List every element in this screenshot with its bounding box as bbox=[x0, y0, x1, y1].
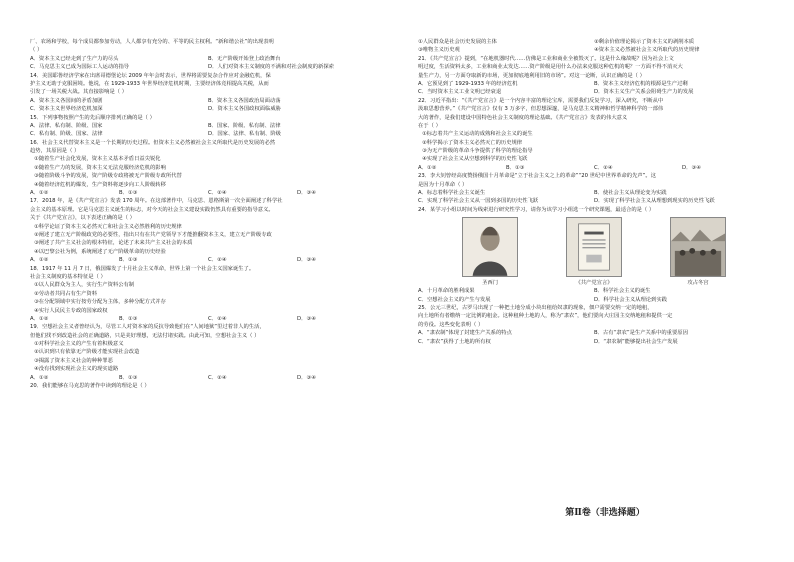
question-text-line: ④实现了社会主义从空想到科学的历史性飞跃 bbox=[422, 156, 528, 163]
question-text-line: 明过度，生活资料太多，工业和商业太发达……资产阶级是用什么办法来克服这种危机的呢？一方面不得不消灭大 bbox=[418, 64, 683, 71]
option-row bbox=[30, 55, 386, 63]
option-row bbox=[30, 256, 386, 264]
answer-option: B．①③ bbox=[119, 190, 138, 197]
question-text-line: 16．社会主义代替资本主义是一个长期的历史过程。但资本主义必然被社会主义所取代是历史发展的必然 bbox=[30, 139, 276, 146]
answer-option: A．十月革命的胜利成果 bbox=[418, 288, 475, 295]
answer-option: B．①③ bbox=[119, 374, 138, 381]
question-text-line: 18．1917 年 11 月 7 日，俄国爆发了十月社会主义革命，世界上第一个社会主义国家诞生了。 bbox=[30, 265, 255, 272]
option-row bbox=[30, 130, 386, 138]
option-row bbox=[30, 105, 386, 113]
option-row bbox=[30, 97, 386, 105]
answer-option: B．①③ bbox=[119, 315, 138, 322]
question-text-line: 但他们找不到改造社会的正确道路，只是美好理想，无法付诸实践。由此可知，空想社会主义（ ） bbox=[30, 332, 260, 339]
question-text-line: ④随着经济危机的爆发，生产资料将逐步向工人阶级转移 bbox=[34, 181, 166, 188]
answer-option: ③唯物主义历史观 bbox=[418, 47, 460, 54]
question-text-line: 25．公元三世纪，古罗马出现了一种把土地分成小块出租给奴隶的现象，佃户需要交纳一定的地租， bbox=[418, 304, 653, 311]
question-text-line: 24．某学习小组以时间为线索进行研究性学习，请你为该学习小组选一个研究课题，最适合的是（ ） bbox=[418, 206, 655, 213]
answer-option: A．它预见到了 1929-1933 年的经济危机 bbox=[418, 80, 518, 87]
answer-option: C．②④ bbox=[208, 315, 227, 322]
question-text-line: ③阐述了共产主义社会的根本特征，论述了未来共产主义社会的本质 bbox=[34, 240, 193, 247]
question-text-line: ①标志着共产主义运动的成熟和社会主义的诞生 bbox=[422, 131, 533, 138]
question-text-line: 在于（ ） bbox=[418, 122, 441, 129]
answer-option: D．③④ bbox=[297, 374, 316, 381]
question-text-line: ③为无产阶级的革命斗争提供了科学的理论指导 bbox=[422, 148, 533, 155]
answer-option: B．①③ bbox=[506, 164, 525, 171]
option-row bbox=[418, 329, 770, 337]
answer-option: D．③④ bbox=[682, 164, 701, 171]
question-text-line: 关于《共产党宣言》，以下表述正确的是（ ） bbox=[30, 215, 135, 222]
answer-option: D．资本主义各国政权面临威胁 bbox=[208, 106, 281, 113]
figure-caption: 圣西门 bbox=[482, 280, 498, 287]
question-text-line: 21．《共产党宣言》提到，“在地机器时代……仿佛是工业和商业全被毁灭了。这是什么缘故呢？因为社会上文 bbox=[418, 55, 674, 62]
option-row bbox=[30, 122, 386, 130]
figure bbox=[670, 217, 726, 287]
answer-option: A．①② bbox=[418, 164, 437, 171]
question-text-line: ④实行人民民主专政的国家政权 bbox=[34, 307, 108, 314]
question-text-line: ①科学论证了资本主义必然灭亡和社会主义必然胜利的历史规律 bbox=[34, 223, 182, 230]
question-text-line: 引发了一场关税大战。其直接影响是（ ） bbox=[30, 89, 128, 96]
question-text-line: （ ） bbox=[30, 47, 43, 54]
figure-row bbox=[418, 217, 770, 287]
answer-option: D．实现了科学社会主义从理想到现实的历史性飞跃 bbox=[594, 198, 715, 205]
crowd-scene-icon bbox=[670, 217, 726, 277]
answer-option: C．空想社会主义的产生与发展 bbox=[418, 296, 491, 303]
answer-option: B．古有“隶农”是生产关系中的重要原因 bbox=[594, 330, 688, 337]
option-row bbox=[418, 38, 770, 46]
question-text-line: 汲取思想营养。”《共产党宣言》仅有 3 万多字，但思想深邃，是马克思主义精神和哲学精神科学的一部伟 bbox=[418, 106, 664, 113]
question-text-line: 14．美国耶鲁经济学家在出席哥德堡论坛 2009 年年会时表示，世界将需要复杂合作应对金融危机，保 bbox=[30, 72, 271, 79]
answer-option: D．科学社会主义从理论到实践 bbox=[594, 296, 667, 303]
question-text-line: ③在分配领域中实行按劳分配为主体，多种分配方式并存 bbox=[34, 299, 166, 306]
answer-option: B．科学社会主义的诞生 bbox=[594, 288, 651, 295]
answer-option: B．无产阶级开始登上政治舞台 bbox=[208, 55, 281, 62]
answer-option: A．①② bbox=[30, 315, 49, 322]
option-row bbox=[418, 88, 770, 96]
question-text-line: ②阐述了建立无产阶级政党的必要性，指出只有在共产党领导下才能推翻资本主义，建立无产阶级专政 bbox=[34, 231, 272, 238]
portrait-icon bbox=[462, 217, 518, 277]
option-row bbox=[418, 189, 770, 197]
answer-option: D．“隶农制”能够提出社会生产发展 bbox=[594, 338, 678, 345]
answer-option: D．③④ bbox=[297, 190, 316, 197]
answer-option: A．资本主义已经走到了生产力的尽头 bbox=[30, 55, 119, 62]
section-title: 第Ⅱ卷（非选择题） bbox=[565, 508, 645, 518]
answer-option: A．①② bbox=[30, 374, 49, 381]
question-text-line: 量生产力，另一方面夺取新的市场，更加彻底地利用旧的市场”。对这一论断，认识正确的是（ ） bbox=[418, 72, 645, 79]
question-text-line: ④以巴黎公社为例，系统阐述了无产阶级革命的历史经验 bbox=[34, 248, 166, 255]
figure bbox=[462, 217, 518, 287]
question-text-line: 趋势，其原因是（ ） bbox=[30, 148, 80, 155]
answer-option: B．资本主义经济危机的根源是生产过剩 bbox=[594, 80, 688, 87]
figure-caption: 攻占冬宫 bbox=[687, 280, 709, 287]
left-column bbox=[30, 38, 386, 390]
answer-option: ④资本主义必然被社会主义所取代的历史规律 bbox=[594, 47, 700, 54]
question-text-line: ④没有找到实现社会主义的现实道路 bbox=[34, 366, 119, 373]
question-text-line: 的劳役。这些变化表明（ ） bbox=[418, 321, 484, 328]
answer-option: B．国家、阶级、私有制、法律 bbox=[208, 122, 281, 129]
question-text-line: 护主义无助于克服困境。他说，在 1929-1933 年世界经济危机时期，主要经济体竞相提高关税，从而 bbox=[30, 80, 269, 87]
question-text-line: ②劳动者共同占有生产资料 bbox=[34, 290, 98, 297]
answer-option: C．实现了科学社会主义从一国到多国的历史性飞跃 bbox=[418, 198, 539, 205]
option-row bbox=[418, 287, 770, 295]
answer-option: B．资本主义各国政治局面动荡 bbox=[208, 97, 281, 104]
answer-option: C．②④ bbox=[208, 374, 227, 381]
option-row bbox=[418, 46, 770, 54]
answer-option: D．③④ bbox=[297, 315, 316, 322]
answer-option: A．法律、私有制、阶级、国家 bbox=[30, 122, 103, 129]
book-icon bbox=[566, 217, 622, 277]
question-text-line: ③随着阶级斗争的发展，资产阶级专政将被无产阶级专政所代替 bbox=[34, 173, 182, 180]
option-row bbox=[418, 164, 770, 172]
answer-option: C．“隶农”获得了土地的所有权 bbox=[418, 338, 491, 345]
question-text-line: 厂、农场和学校，每个成员都参加劳动，人人都享有充分的、平等的民主权利。“新和谐公社”的出现表明 bbox=[30, 39, 274, 45]
question-text-line: ①以人民群众为主人，实行生产资料公有制 bbox=[34, 282, 135, 289]
answer-option: B．使社会主义从理论变为实践 bbox=[594, 190, 667, 197]
option-row bbox=[30, 374, 386, 382]
question-text-line: 会主义的基本原理。它是马克思主义诞生的标志，对今天的社会主义建设实践仍然具有重要的指导意义。 bbox=[30, 206, 274, 213]
answer-option: C．私有制、阶级、国家、法律 bbox=[30, 131, 103, 138]
answer-option: C．②④ bbox=[208, 190, 227, 197]
answer-option: ①人民群众是社会历史发展的主体 bbox=[418, 39, 497, 45]
option-row bbox=[418, 80, 770, 88]
answer-option: A．“隶农制”体现了封建生产关系的特点 bbox=[418, 330, 512, 337]
right-column bbox=[418, 38, 770, 346]
option-row bbox=[418, 197, 770, 205]
answer-option: D．国家、法律、私有制、阶级 bbox=[208, 131, 281, 138]
answer-option: A．标志着科学社会主义诞生 bbox=[418, 190, 486, 197]
answer-option: A．①② bbox=[30, 190, 49, 197]
question-text-line: 是因为十月革命（ ） bbox=[418, 181, 468, 188]
answer-option: D．人们对资本主义制度的不满和对社会制度的新探索 bbox=[208, 64, 334, 71]
question-text-line: 向土地所有者缴纳一定比例的租金。这种租种土地的人，称为“隶农”，他们要向大庄园主交纳地租和提供一定 bbox=[418, 313, 673, 320]
answer-option: C．②④ bbox=[594, 164, 613, 171]
question-text-line: 19．空想社会主义者曾经认为，尽管工人对资本家的反抗导致他们在“人间地狱”里过着非人的生活， bbox=[30, 324, 265, 331]
question-text-line: 20．我们能够在马克思的著作中读到的理论是（ ） bbox=[30, 383, 150, 390]
option-row bbox=[30, 189, 386, 197]
question-text-line: 15．下列事物按照产生的先后顺序排列正确的是（ ） bbox=[30, 114, 155, 121]
answer-option: ②剩余价值理论揭示了资本主义的剥削本质 bbox=[594, 39, 695, 45]
option-row bbox=[30, 315, 386, 323]
question-text-line: 17．2018 年，是《共产党宣言》发表 170 周年。在这部著作中，马克思、恩格斯第一次全面阐述了科学社 bbox=[30, 198, 283, 205]
answer-option: C．资本主义世界经济危机加深 bbox=[30, 106, 103, 113]
option-row bbox=[30, 63, 386, 71]
option-row bbox=[418, 296, 770, 304]
question-text-line: ②随着生产力的发展，资本主义无法克服经济危机的影响 bbox=[34, 164, 166, 171]
answer-option: C．当时资本主义工业文明已经衰退 bbox=[418, 89, 502, 96]
question-text-line: ①随着生产社会化发展，资本主义基本矛盾日益尖锐化 bbox=[34, 156, 161, 163]
figure bbox=[566, 217, 622, 287]
answer-option: C．马克思主义已成为国际工人运动的指导 bbox=[30, 64, 130, 71]
answer-option: D．③④ bbox=[297, 257, 316, 264]
answer-option: B．①③ bbox=[119, 257, 138, 264]
answer-option: C．②④ bbox=[208, 257, 227, 264]
option-row bbox=[418, 338, 770, 346]
question-text-line: ①对科学社会主义的产生有着积极意义 bbox=[34, 341, 124, 348]
answer-option: A．资本主义各国间的矛盾加剧 bbox=[30, 97, 103, 104]
question-text-line: 22．习近平指出：“《共产党宣言》是一个内容丰富的理论宝库，需要我们反复学习，深入研究，不断从中 bbox=[418, 97, 664, 104]
figure-caption: 《共产党宣言》 bbox=[575, 280, 613, 287]
question-text-line: ②认识到只有依靠无产阶级才能实现社会改造 bbox=[34, 349, 140, 356]
question-text-line: 大的著作，是我们建设中国特色社会主义制度的理论基础。《共产党宣言》发表的伟大意义 bbox=[418, 114, 628, 121]
question-text-line: ③揭露了资本主义社会的种种罪恶 bbox=[34, 357, 113, 364]
question-text-line: 社会主义制度的基本特征是（ ） bbox=[30, 273, 106, 280]
answer-option: A．①② bbox=[30, 257, 49, 264]
question-text-line: ②科学揭示了资本主义必然灭亡的历史规律 bbox=[422, 139, 523, 146]
question-text-line: 23．李大钊曾经高度赞扬俄国十月革命是“立于社会主义之上的革命”“20 世纪中世界革命的先声”。这 bbox=[418, 173, 657, 180]
answer-option: D．资本主义生产关系会阻碍生产力的发展 bbox=[594, 89, 694, 96]
